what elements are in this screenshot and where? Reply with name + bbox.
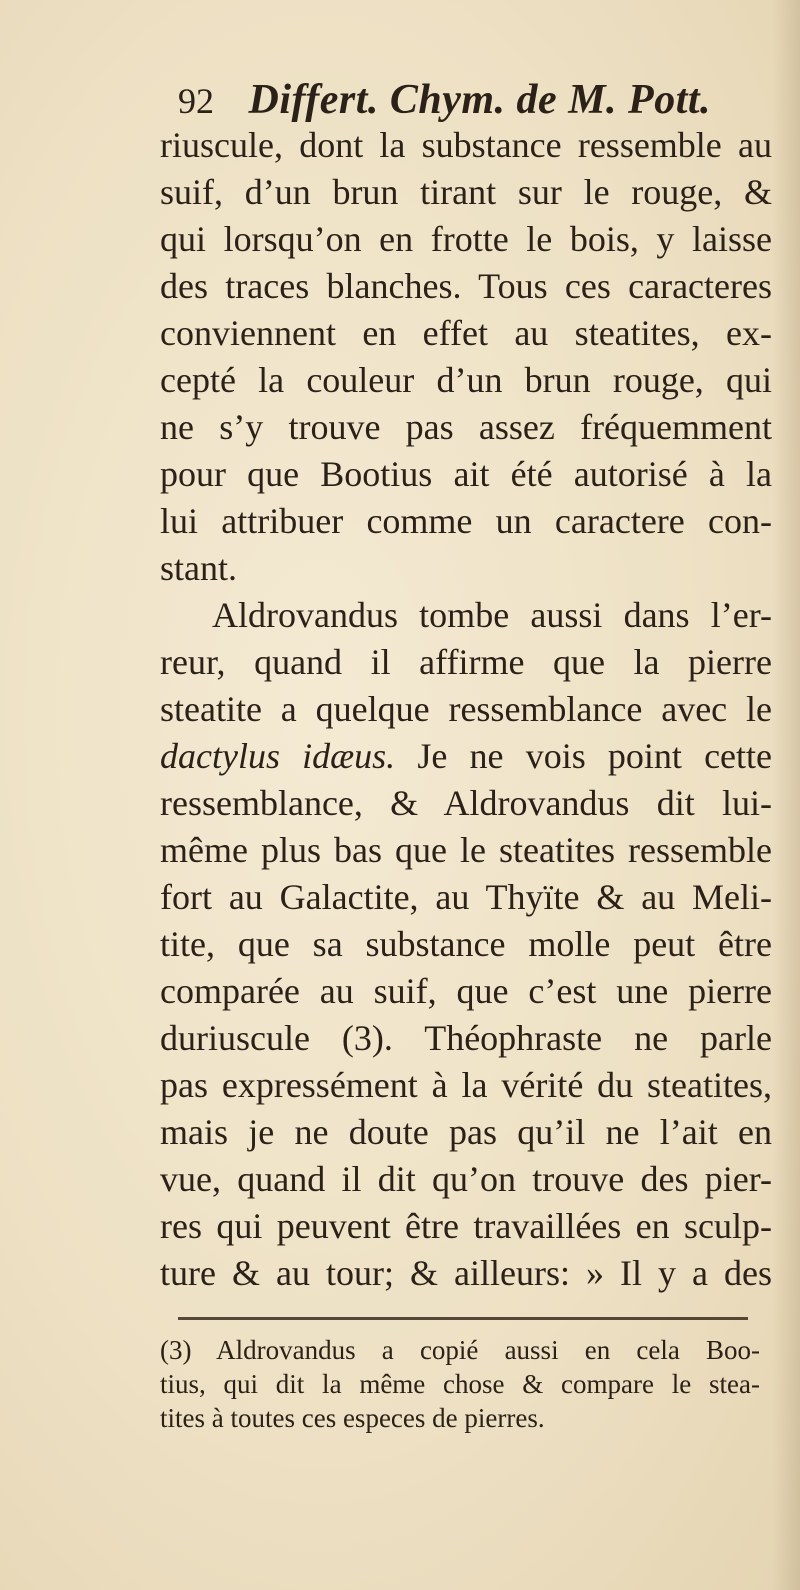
text-run: Je ne vois point cette [395, 736, 772, 776]
text-line: mais je ne doute pas qu’il ne l’ait en [160, 1112, 772, 1152]
text-line: ressemblance, & Aldrovandus dit lui- [160, 783, 772, 823]
page-number: 92 [178, 81, 214, 121]
text-line: steatite a quelque ressemblance avec le [160, 689, 772, 729]
text-line: comparée au suif, que c’est une pierre [160, 971, 772, 1011]
page-gutter-shadow [772, 0, 800, 1590]
footnote-line: (3) Aldrovandus a copié aussi en cela Boo- [160, 1335, 760, 1365]
text-line: duriuscule (3). Théophraste ne parle [160, 1018, 772, 1058]
text-line: suif, d’un brun tirant sur le rouge, & [160, 172, 772, 212]
main-text [160, 122, 772, 1297]
text-line: ture & au tour; & ailleurs: » Il y a des [160, 1253, 772, 1293]
text-line [160, 733, 772, 780]
text-line: riuscule, dont la substance ressemble au [160, 125, 772, 165]
text-line: reur, quand il affirme que la pierre [160, 642, 772, 682]
text-line: qui lorsqu’on en frotte le bois, y laisse [160, 219, 772, 259]
text-line: même plus bas que le steatites ressemble [160, 830, 772, 870]
text-line: tite, que sa substance molle peut être [160, 924, 772, 964]
running-head: Differt. Chym. de M. Pott. [248, 77, 712, 123]
text-line: ne s’y trouve pas assez fréquemment [160, 407, 772, 447]
footnote-line: tius, qui dit la même chose & compare le stea- [160, 1369, 760, 1399]
text-line: conviennent en effet au steatites, ex- [160, 313, 772, 353]
footnote [160, 1333, 760, 1435]
footnote-rule [178, 1317, 748, 1320]
text-line: des traces blanches. Tous ces caracteres [160, 266, 772, 306]
text-line: cepté la couleur d’un brun rouge, qui [160, 360, 772, 400]
text-line: lui attribuer comme un caractere con- [160, 501, 772, 541]
page-header [178, 70, 738, 130]
text-line: vue, quand il dit qu’on trouve des pier- [160, 1159, 772, 1199]
text-line: pas expressément à la vérité du steatites, [160, 1065, 772, 1105]
footnote-line: tites à toutes ces especes de pierres. [160, 1403, 545, 1433]
text-line: fort au Galactite, au Thyïte & au Meli- [160, 877, 772, 917]
text-line: stant. [160, 548, 237, 588]
latin-term: dactylus idæus. [160, 736, 396, 776]
text-line: Aldrovandus tombe aussi dans l’er- [212, 595, 772, 635]
text-line: pour que Bootius ait été autorisé à la [160, 454, 772, 494]
text-line: res qui peuvent être travaillées en sculp- [160, 1206, 772, 1246]
